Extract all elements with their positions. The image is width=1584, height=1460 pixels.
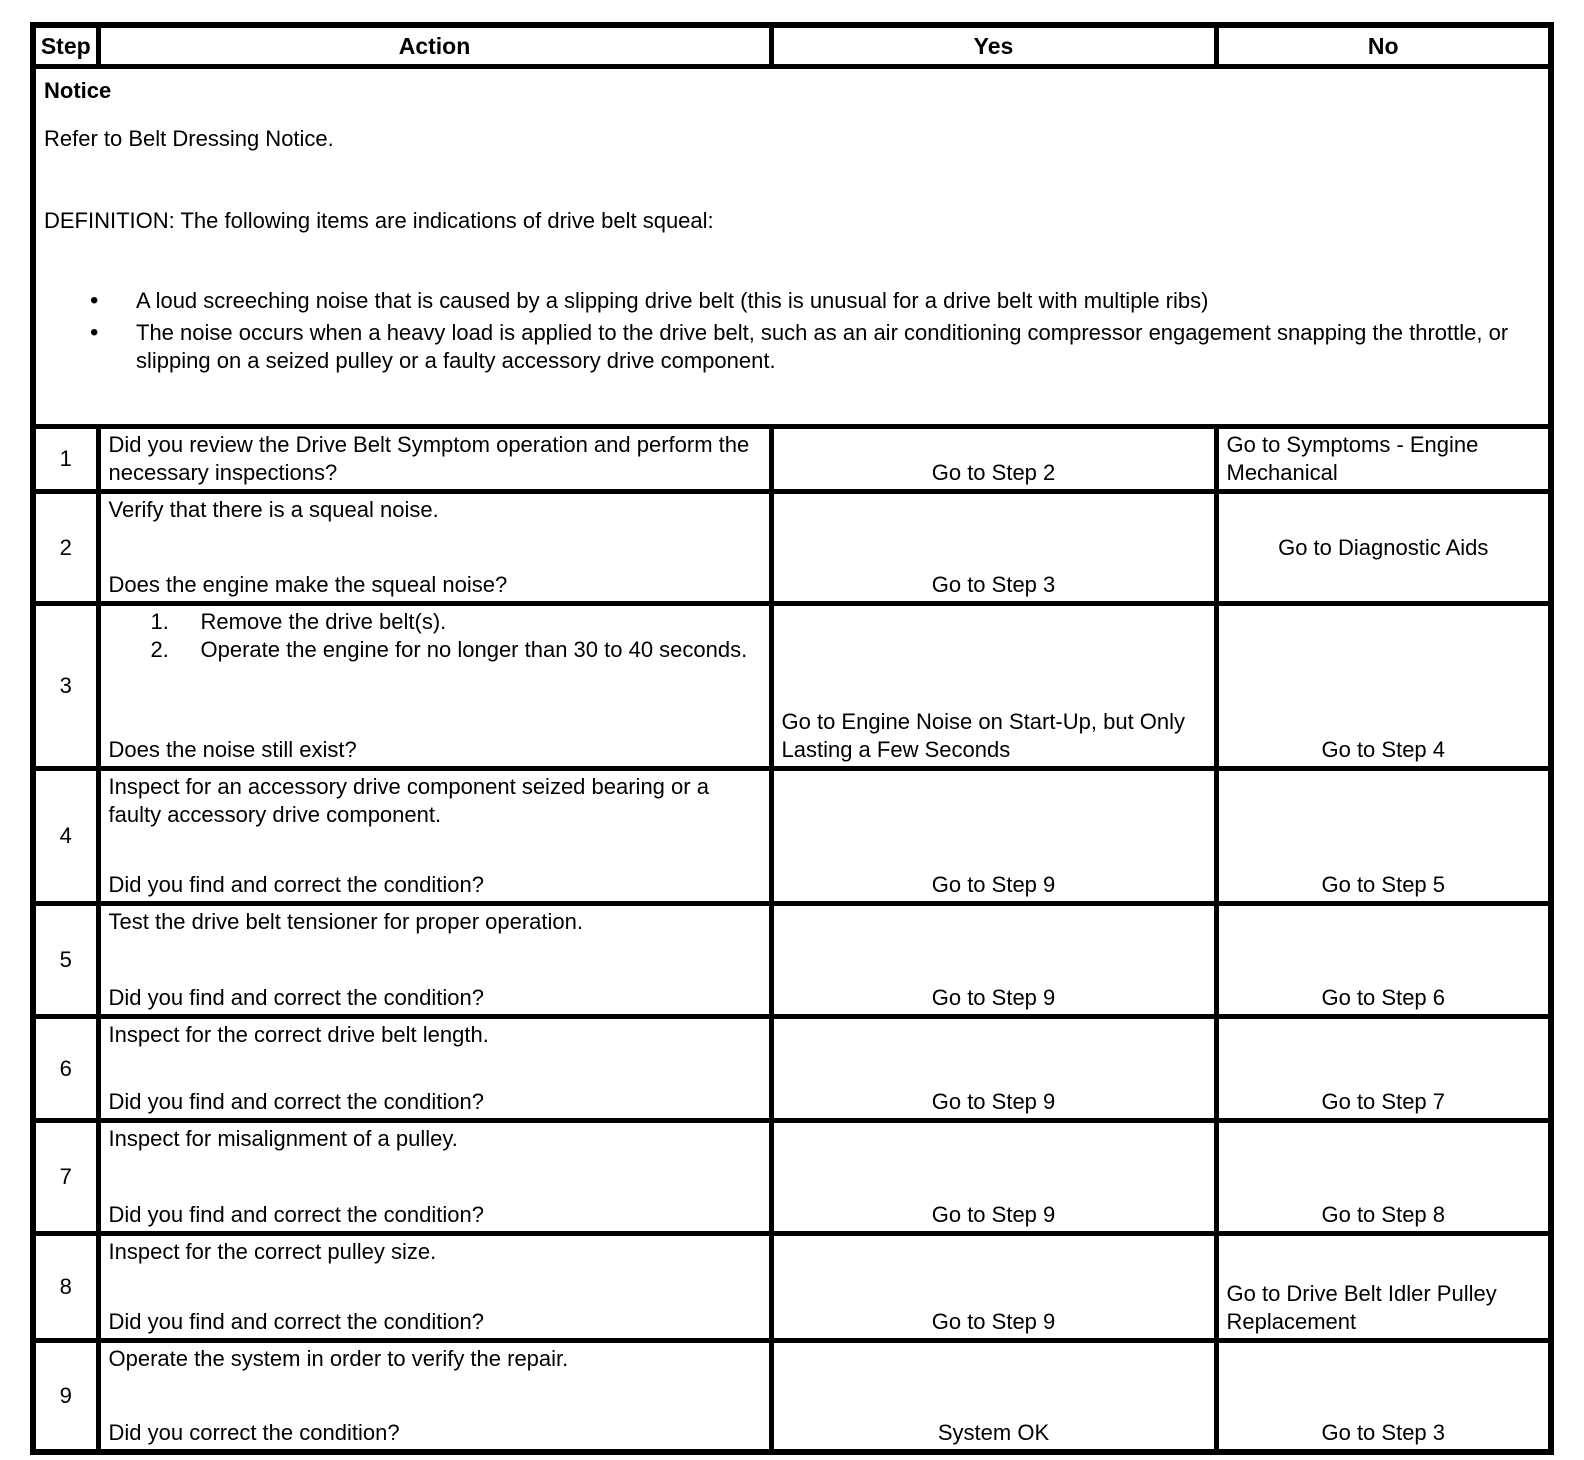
step-number: 2 xyxy=(59,534,72,560)
action-question: Does the noise still exist? xyxy=(108,737,357,762)
step-cell xyxy=(33,1341,98,1453)
table-row xyxy=(33,1017,1551,1121)
no-cell xyxy=(1216,904,1551,1017)
table-row xyxy=(33,1121,1551,1234)
bullet-icon xyxy=(90,319,136,375)
bullet-text: A loud screeching noise that is caused by a slipping drive belt (this is unusual for a drive belt with multiple ribs) xyxy=(136,288,1209,313)
step-cell xyxy=(33,427,98,492)
list-item xyxy=(44,287,1540,315)
no-text: Go to Step 6 xyxy=(1321,985,1446,1010)
action-question: Did you find and correct the condition? xyxy=(108,1202,484,1227)
col-header-yes: Yes xyxy=(771,25,1216,67)
bullet-text: The noise occurs when a heavy load is applied to the drive belt, such as an air conditioning compressor engagement snapping the throttle, or slipping on a seized pulley or a faulty accessory drive component. xyxy=(136,320,1509,373)
no-text: Go to Drive Belt Idler Pulley Replacement xyxy=(1226,1281,1497,1334)
step-number: 6 xyxy=(59,1055,72,1081)
action-text: Inspect for misalignment of a pulley. xyxy=(108,1126,458,1151)
action-question: Did you find and correct the condition? xyxy=(108,1089,484,1114)
table-row xyxy=(33,904,1551,1017)
col-header-step: Step xyxy=(33,25,98,67)
action-question: Did you find and correct the condition? xyxy=(108,1309,484,1334)
no-cell xyxy=(1216,1121,1551,1234)
step-number: 5 xyxy=(59,947,72,972)
no-cell xyxy=(1216,1234,1551,1341)
diagnostic-table xyxy=(30,22,1554,1455)
col-header-action: Action xyxy=(98,25,771,67)
table-row xyxy=(33,1341,1551,1453)
action-question: Did you correct the condition? xyxy=(108,1420,400,1445)
no-text: Go to Step 3 xyxy=(1321,1420,1446,1445)
table-row xyxy=(33,769,1551,904)
no-text: Go to Step 4 xyxy=(1321,737,1446,762)
no-text: Go to Diagnostic Aids xyxy=(1278,534,1489,560)
action-question: Did you find and correct the condition? xyxy=(108,985,484,1010)
yes-text: Go to Engine Noise on Start-Up, but Only Lasting a Few Seconds xyxy=(781,709,1186,762)
yes-cell xyxy=(771,1121,1216,1234)
no-cell xyxy=(1216,1341,1551,1453)
notice-title: Notice xyxy=(44,78,112,103)
no-cell xyxy=(1216,604,1551,769)
action-cell xyxy=(98,1341,771,1453)
action-cell xyxy=(98,1121,771,1234)
step-number: 1 xyxy=(59,446,72,471)
yes-cell xyxy=(771,1017,1216,1121)
yes-text: Go to Step 2 xyxy=(931,460,1056,485)
notice-refer-text: Refer to Belt Dressing Notice. xyxy=(44,126,334,151)
table-row xyxy=(33,604,1551,769)
table-row xyxy=(33,1234,1551,1341)
step-number: 8 xyxy=(59,1274,72,1299)
no-cell xyxy=(1216,492,1551,604)
table-row xyxy=(33,427,1551,492)
action-cell xyxy=(98,427,771,492)
yes-text: Go to Step 9 xyxy=(931,985,1056,1010)
notice-cell xyxy=(33,67,1551,427)
notice-definition: DEFINITION: The following items are indications of drive belt squeal: xyxy=(44,208,714,233)
step-cell xyxy=(33,1121,98,1234)
action-text: Inspect for the correct drive belt length. xyxy=(108,1022,489,1047)
action-cell xyxy=(98,604,771,769)
yes-cell xyxy=(771,1234,1216,1341)
list-item xyxy=(109,608,761,636)
yes-text: Go to Step 9 xyxy=(931,1089,1056,1114)
action-text: Inspect for the correct pulley size. xyxy=(108,1239,437,1264)
action-question: Did you find and correct the condition? xyxy=(108,872,484,897)
yes-text: Go to Step 3 xyxy=(931,572,1056,597)
yes-cell xyxy=(771,1341,1216,1453)
step-number: 4 xyxy=(59,823,72,848)
bullet-icon xyxy=(90,287,136,315)
action-cell xyxy=(98,904,771,1017)
no-cell xyxy=(1216,1017,1551,1121)
no-text: Go to Step 8 xyxy=(1321,1202,1446,1227)
action-cell xyxy=(98,1017,771,1121)
list-item xyxy=(44,319,1540,375)
col-header-no: No xyxy=(1216,25,1551,67)
yes-text: Go to Step 9 xyxy=(931,872,1056,897)
action-numbered-list xyxy=(109,608,761,664)
yes-cell xyxy=(771,492,1216,604)
action-cell xyxy=(98,492,771,604)
yes-text: Go to Step 9 xyxy=(931,1202,1056,1227)
list-text: Remove the drive belt(s). xyxy=(200,609,447,634)
action-text: Verify that there is a squeal noise. xyxy=(108,497,439,522)
yes-cell xyxy=(771,427,1216,492)
step-number: 3 xyxy=(59,673,72,698)
no-text: Go to Symptoms - Engine Mechanical xyxy=(1226,432,1479,485)
step-cell xyxy=(33,604,98,769)
action-cell xyxy=(98,769,771,904)
no-text: Go to Step 7 xyxy=(1321,1089,1446,1114)
yes-cell xyxy=(771,769,1216,904)
action-text: Operate the system in order to verify the repair. xyxy=(108,1346,569,1371)
list-text: Operate the engine for no longer than 30 to 40 seconds. xyxy=(200,637,748,662)
step-cell xyxy=(33,769,98,904)
action-text: Did you review the Drive Belt Symptom operation and perform the necessary inspections? xyxy=(108,432,750,485)
step-cell xyxy=(33,1017,98,1121)
action-text: Test the drive belt tensioner for proper operation. xyxy=(108,909,583,934)
step-number: 9 xyxy=(59,1383,72,1408)
step-cell xyxy=(33,1234,98,1341)
action-text: Inspect for an accessory drive component seized bearing or a faulty accessory drive component. xyxy=(108,774,709,827)
action-question: Does the engine make the squeal noise? xyxy=(108,572,508,597)
step-number: 7 xyxy=(59,1164,72,1189)
table-row xyxy=(33,492,1551,604)
list-item xyxy=(109,636,761,664)
yes-cell xyxy=(771,904,1216,1017)
list-number: 2. xyxy=(150,637,169,662)
action-cell xyxy=(98,1234,771,1341)
step-cell xyxy=(33,492,98,604)
no-text: Go to Step 5 xyxy=(1321,872,1446,897)
yes-text: Go to Step 9 xyxy=(931,1309,1056,1334)
notice-row xyxy=(33,67,1551,427)
yes-text: System OK xyxy=(937,1420,1050,1445)
header-row xyxy=(33,25,1551,67)
no-cell xyxy=(1216,427,1551,492)
step-cell xyxy=(33,904,98,1017)
notice-bullet-list xyxy=(44,287,1540,375)
list-number: 1. xyxy=(150,609,169,634)
yes-cell xyxy=(771,604,1216,769)
no-cell xyxy=(1216,769,1551,904)
